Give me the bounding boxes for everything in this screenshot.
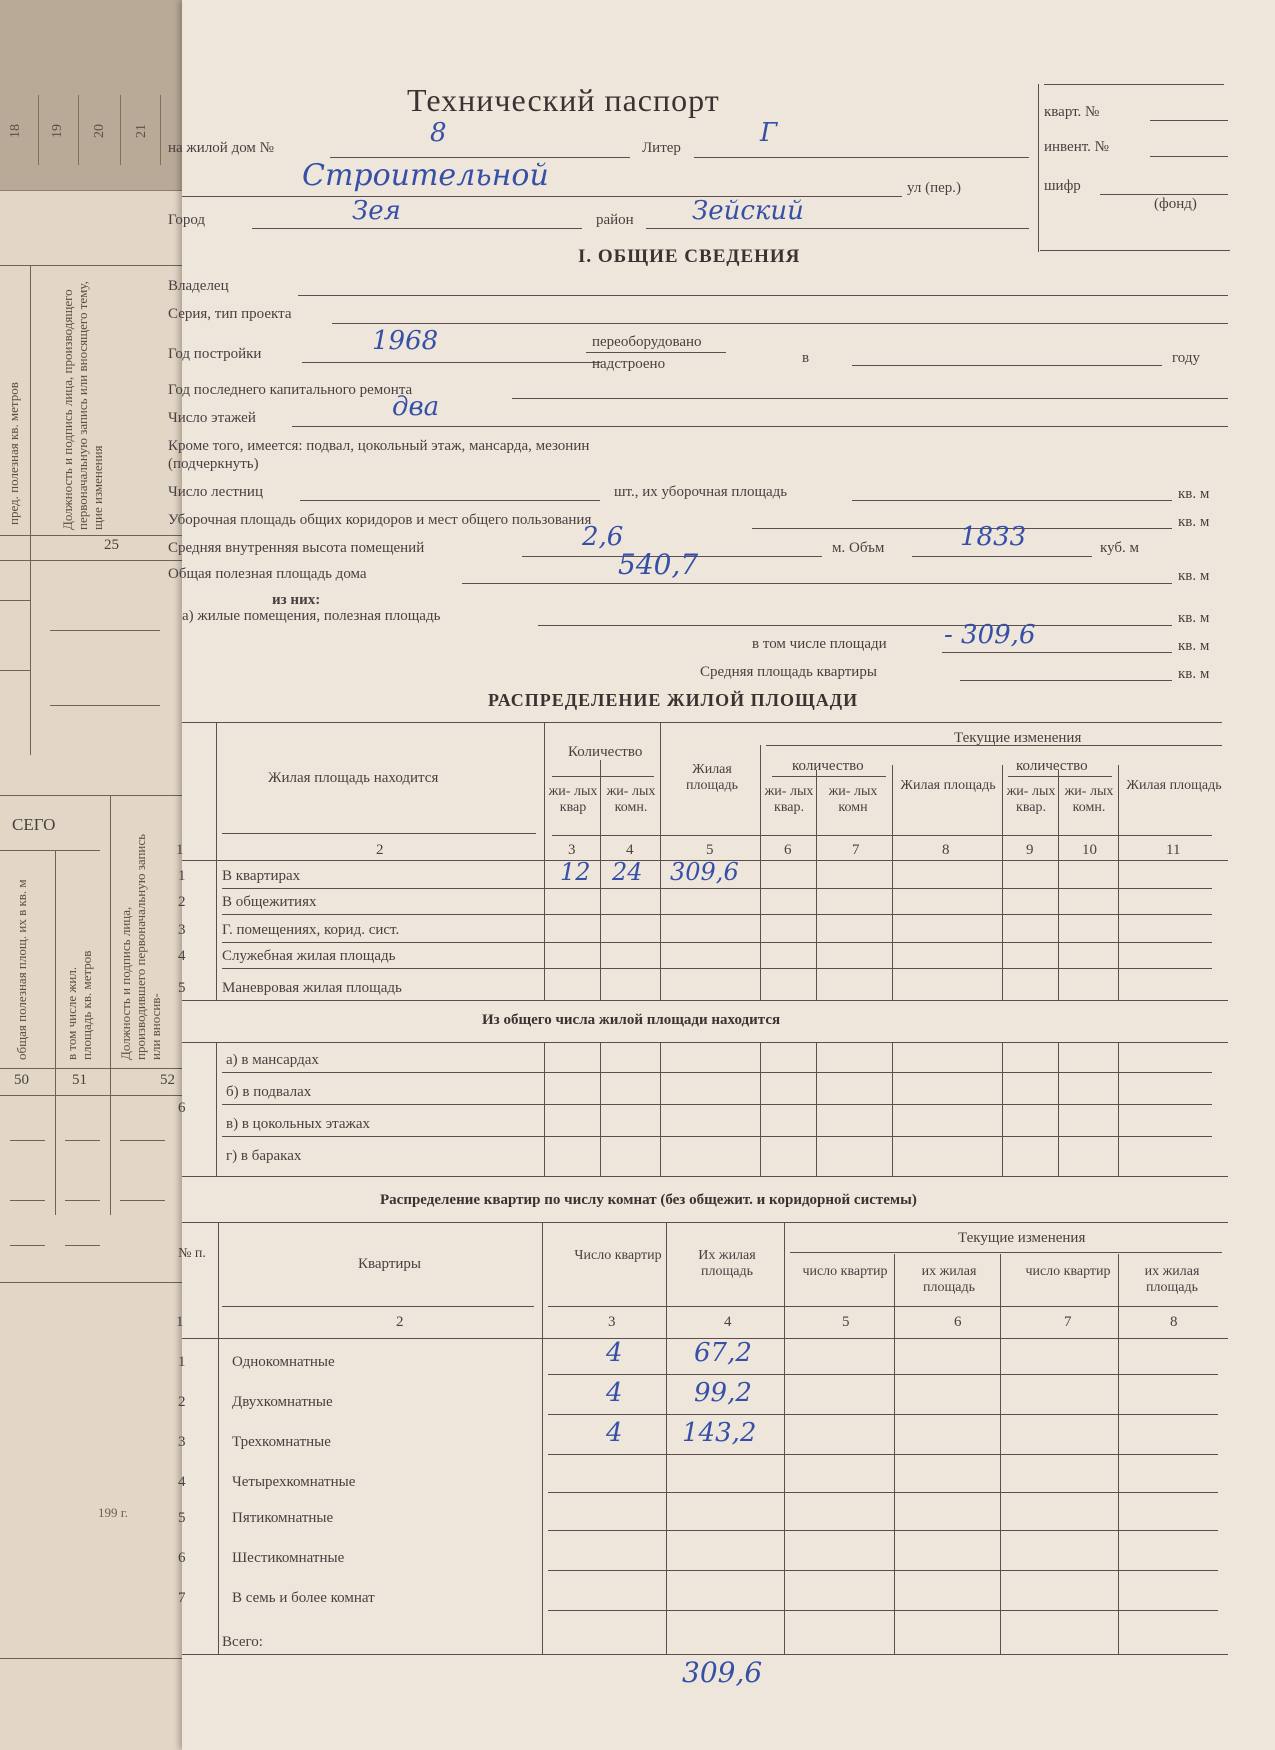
h-rooms-2: жи- лых комн <box>828 784 878 815</box>
col-number: 7 <box>1064 1314 1072 1330</box>
row-number: 1 <box>178 1354 186 1370</box>
living-unit: кв. м <box>1178 610 1210 626</box>
col-number: 1 <box>176 1314 184 1330</box>
sub-row-label: г) в бараках <box>226 1148 302 1164</box>
height-label: Средняя внутренняя высота помещений <box>168 540 425 556</box>
volume-unit: куб. м <box>1100 540 1140 556</box>
kvart-label: кварт. № <box>1044 104 1100 120</box>
floors-label: Число этажей <box>168 410 256 426</box>
h-current: Текущие изменения <box>958 1230 1086 1246</box>
row-count: 4 <box>606 1338 623 1368</box>
row-number: 2 <box>178 1394 186 1410</box>
row-area: 99,2 <box>694 1378 752 1408</box>
row-number: 4 <box>178 1474 186 1490</box>
under-num-51: 51 <box>72 1072 87 1088</box>
h-current: Текущие изменения <box>954 730 1082 746</box>
under-header-left: пред. полезная кв. метров <box>6 382 21 525</box>
row-label: В семь и более комнат <box>232 1590 375 1606</box>
h-area-2: Жилая площадь <box>900 778 996 793</box>
h-rooms: жи- лых комн. <box>606 784 656 815</box>
city-label: Город <box>168 212 206 228</box>
h-location: Жилая площадь находится <box>268 770 439 786</box>
h-area: Жилая площадь <box>686 762 738 793</box>
under-top-number: 21 <box>134 124 149 138</box>
incl-unit: кв. м <box>1178 638 1210 654</box>
under-col-a: общая полезная площ. их в кв. м <box>14 879 29 1060</box>
under-top-number: 18 <box>8 124 23 138</box>
row-label: Однокомнатные <box>232 1354 335 1370</box>
row-number: 5 <box>178 1510 186 1526</box>
sub-row-label: а) в мансардах <box>226 1052 319 1068</box>
row-label: Четырехкомнатные <box>232 1474 356 1490</box>
added-label: надстроено <box>592 356 666 372</box>
h-no: № п. <box>178 1246 206 1261</box>
incl-value: - 309,6 <box>944 620 1036 650</box>
of-them-label: из них: <box>272 592 321 608</box>
house-label: на жилой дом № <box>168 140 274 156</box>
col-number: 10 <box>1082 842 1097 858</box>
h-apts: жи- лых квар <box>548 784 598 815</box>
row-count: 4 <box>606 1418 623 1448</box>
under-year: 199 г. <box>98 1505 128 1520</box>
row-area: 143,2 <box>682 1418 757 1448</box>
col-number: 6 <box>784 842 792 858</box>
h-area-2: их жилая площадь <box>921 1264 977 1295</box>
section-general-title: I. ОБЩИЕ СВЕДЕНИЯ <box>578 246 801 267</box>
district-label: район <box>596 212 634 228</box>
h-qty-small-1: количество <box>792 758 864 774</box>
last-repair-label: Год последнего капитального ремонта <box>168 382 413 398</box>
sub-row-label: б) в подвалах <box>226 1084 312 1100</box>
besides-label: Кроме того, имеется: подвал, цокольный этаж, мансарда, мезонин <box>168 438 590 454</box>
underlying-sheet <box>0 0 183 1750</box>
row-label: Г. помещениях, корид. сист. <box>222 922 400 938</box>
row-label: Шестикомнатные <box>232 1550 345 1566</box>
liter-value: Г <box>760 118 778 148</box>
row-label: Трехкомнатные <box>232 1434 331 1450</box>
incl-label: в том числе площади <box>752 636 887 652</box>
col-number: 5 <box>706 842 714 858</box>
row-number: 3 <box>178 1434 186 1450</box>
row-rooms: 24 <box>612 858 643 886</box>
underline-note: (подчеркнуть) <box>168 456 259 472</box>
street-suffix: ул (пер.) <box>907 180 962 196</box>
row-apts: 12 <box>560 858 591 886</box>
year-suffix: году <box>1172 350 1200 366</box>
under-num-52: 52 <box>160 1072 175 1088</box>
height-value: 2,6 <box>582 522 624 552</box>
h-apts-2: жи- лых квар. <box>764 784 814 815</box>
col-number: 3 <box>608 1314 616 1330</box>
street-value: Строительной <box>302 158 549 193</box>
h-qty-small-2: количество <box>1016 758 1088 774</box>
corridors-label: Уборочная площадь общих коридоров и мест общего пользования <box>168 512 592 528</box>
house-number: 8 <box>430 118 447 148</box>
col-number: 1 <box>176 842 184 858</box>
total-value: 309,6 <box>682 1656 763 1689</box>
col-number: 4 <box>626 842 634 858</box>
avg-label: Средняя площадь квартиры <box>700 664 877 680</box>
row-label: Маневровая жилая площадь <box>222 980 402 996</box>
under-sheet-top-strip <box>0 0 182 191</box>
passport-sheet <box>168 0 1275 1750</box>
corridors-unit: кв. м <box>1178 514 1210 530</box>
under-col-b: в том числе жил. площадь кв. метров <box>64 950 94 1060</box>
stairs-unit: кв. м <box>1178 486 1210 502</box>
row-area: 309,6 <box>670 858 739 886</box>
under-num-50: 50 <box>14 1072 29 1088</box>
col-number: 2 <box>376 842 384 858</box>
col-number: 5 <box>842 1314 850 1330</box>
useful-unit: кв. м <box>1178 568 1210 584</box>
rooms-dist-title: Распределение квартир по числу комнат (без общежит. и коридорной системы) <box>380 1192 917 1208</box>
h-qty: Количество <box>568 744 643 760</box>
series-label: Серия, тип проекта <box>168 306 292 322</box>
row-label: Служебная жилая площадь <box>222 948 396 964</box>
under-col-number: 25 <box>104 537 119 553</box>
row-label: Двухкомнатные <box>232 1394 333 1410</box>
row-count: 4 <box>606 1378 623 1408</box>
under-col-c: Должность и подпись лица, производившего первоначальную запись или вносив- <box>118 833 163 1060</box>
shifr-label: шифр <box>1044 178 1081 194</box>
invent-label: инвент. № <box>1044 139 1109 155</box>
sub-row-number: 6 <box>178 1100 186 1116</box>
under-top-number: 20 <box>92 124 107 138</box>
liter-label: Литер <box>642 140 681 156</box>
living-label: а) жилые помещения, полезная площадь <box>182 608 441 624</box>
owner-label: Владелец <box>168 278 229 294</box>
row-number: 3 <box>178 922 186 938</box>
row-label: Пятикомнатные <box>232 1510 334 1526</box>
volume-value: 1833 <box>960 522 1027 552</box>
v-label: в <box>802 350 810 366</box>
fond-label: (фонд) <box>1154 196 1197 212</box>
useful-value: 540,7 <box>618 548 699 581</box>
h-count-2: число квартир <box>802 1264 888 1279</box>
row-label: В общежитиях <box>222 894 317 910</box>
total-label: Всего: <box>222 1634 263 1650</box>
col-number: 8 <box>1170 1314 1178 1330</box>
h-area-3: их жилая площадь <box>1144 1264 1200 1295</box>
year-built-value: 1968 <box>372 326 439 356</box>
living-dist-title: РАСПРЕДЕЛЕНИЕ ЖИЛОЙ ПЛОЩАДИ <box>488 690 859 710</box>
h-count-3: число квартир <box>1025 1264 1111 1279</box>
h-apts-3: жи- лых квар. <box>1006 784 1056 815</box>
sub-table-title: Из общего числа жилой площади находится <box>482 1012 781 1028</box>
h-rooms-3: жи- лых комн. <box>1064 784 1114 815</box>
avg-unit: кв. м <box>1178 666 1210 682</box>
row-number: 4 <box>178 948 186 964</box>
col-number: 7 <box>852 842 860 858</box>
volume-label: м. Объм <box>832 540 885 556</box>
stairs-mid: шт., их уборочная площадь <box>614 484 788 500</box>
stairs-label: Число лестниц <box>168 484 263 500</box>
row-number: 2 <box>178 894 186 910</box>
row-area: 67,2 <box>694 1338 752 1368</box>
rebuilt-label: переоборудовано <box>592 334 702 350</box>
row-number: 5 <box>178 980 186 996</box>
floors-value: два <box>392 392 440 422</box>
h-count: Число квартир <box>574 1248 662 1263</box>
col-number: 8 <box>942 842 950 858</box>
col-number: 6 <box>954 1314 962 1330</box>
under-vsego: СЕГО <box>12 815 56 834</box>
district-value: Зейский <box>692 196 804 226</box>
row-number: 1 <box>178 868 186 884</box>
col-number: 9 <box>1026 842 1034 858</box>
h-apartments: Квартиры <box>358 1256 422 1272</box>
col-number: 2 <box>396 1314 404 1330</box>
col-number: 3 <box>568 842 576 858</box>
h-area: Их жилая площадь <box>698 1248 756 1279</box>
page-title: Технический паспорт <box>407 82 720 118</box>
row-number: 7 <box>178 1590 186 1606</box>
year-built-label: Год постройки <box>168 346 262 362</box>
sub-row-label: в) в цокольных этажах <box>226 1116 371 1132</box>
under-top-number: 19 <box>50 124 65 138</box>
row-number: 6 <box>178 1550 186 1566</box>
h-area-3: Жилая площадь <box>1126 778 1222 793</box>
row-label: В квартирах <box>222 868 301 884</box>
city-value: Зея <box>352 196 401 226</box>
under-header-right: Должность и подпись лица, производящего первоначальную запись или вносящего тему, щие изменения <box>60 281 105 530</box>
col-number: 4 <box>724 1314 732 1330</box>
useful-label: Общая полезная площадь дома <box>168 566 367 582</box>
col-number: 11 <box>1166 842 1181 858</box>
